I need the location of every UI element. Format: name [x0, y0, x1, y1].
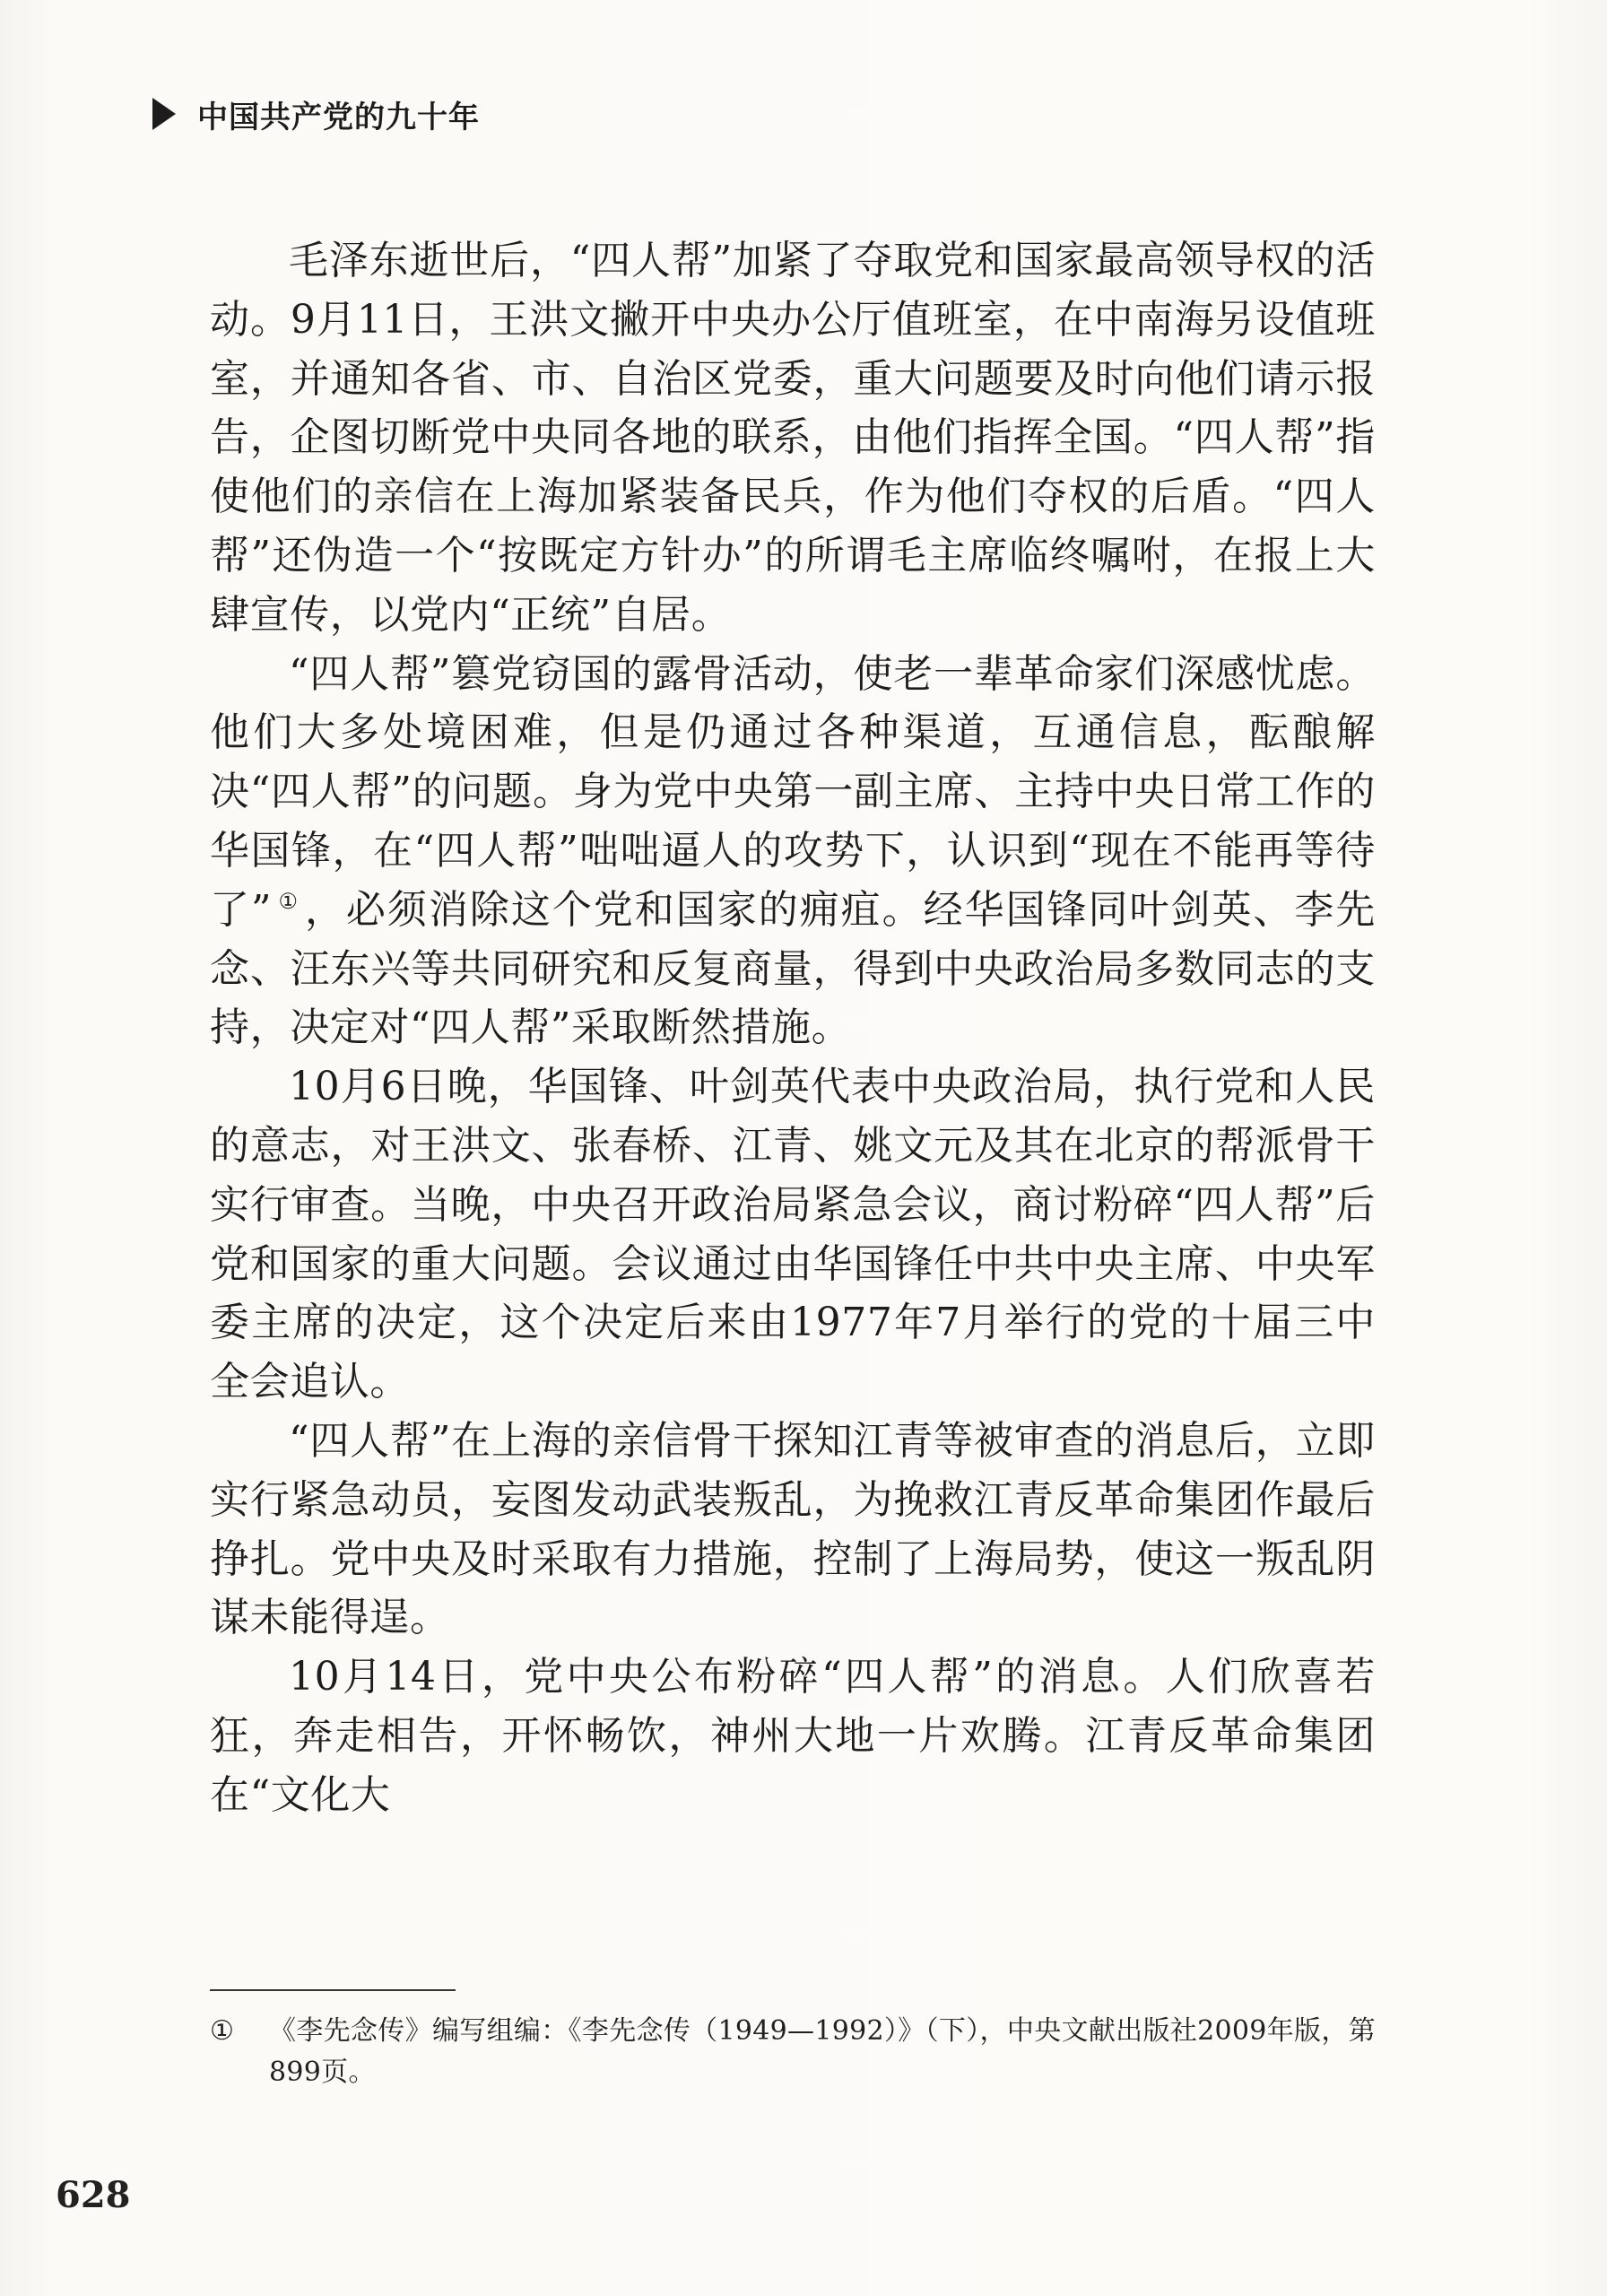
footnote-marker: ① — [210, 2015, 234, 2047]
header-title: 中国共产党的九十年 — [197, 99, 480, 135]
page-number: 628 — [56, 2174, 131, 2216]
running-header — [151, 91, 480, 136]
paragraph-2-part-2: ，必须消除这个党和国家的痈疽。经华国锋同叶剑英、李先念、汪东兴等共同研究和反复商量，得到中央政治局多数同志的支持，决定对“四人帮”采取断然措施。 — [210, 886, 1376, 1051]
paragraph-4: “四人帮”在上海的亲信骨干探知江青等被审查的消息后，立即实行紧急动员，妄图发动武装叛乱，为挽救江青反革命集团作最后挣扎。党中央及时采取有力措施，控制了上海局势，使这一叛乱阴谋未能得逞。 — [210, 1417, 1376, 1641]
paragraph-2-part-1: “四人帮”篡党窃国的露骨活动，使老一辈革命家们深感忧虑。他们大多处境困难，但是仍通过各种渠道，互通信息，酝酿解决“四人帮”的问题。身为党中央第一副主席、主持中央日常工作的华国锋，在“四人帮”咄咄逼人的攻势下，认识到“现在不能再等待了” — [210, 650, 1376, 933]
footnote-reference[interactable]: ① — [277, 889, 300, 915]
footnote-divider — [210, 1989, 456, 1991]
paragraph-2 — [210, 645, 1376, 1058]
body-text — [210, 231, 1376, 1825]
footnote — [210, 2011, 1376, 2093]
footnote-text: 《李先念传》编写组编：《李先念传（1949—1992）》（下），中央文献出版社2009年版，第899页。 — [269, 2015, 1376, 2088]
paragraph-1: 毛泽东逝世后，“四人帮”加紧了夺取党和国家最高领导权的活动。9月11日，王洪文撇开中央办公厅值班室，在中南海另设值班室，并通知各省、市、自治区党委，重大问题要及时向他们请示报告，企图切断党中央同各地的联系，由他们指挥全国。“四人帮”指使他们的亲信在上海加紧装备民兵，作为他们夺权的后盾。“四人帮”还伪造一个“按既定方针办”的所谓毛主席临终嘱咐，在报上大肆宣传，以党内“正统”自居。 — [210, 238, 1376, 638]
paragraph-3: 10月6日晚，华国锋、叶剑英代表中央政治局，执行党和人民的意志，对王洪文、张春桥、江青、姚文元及其在北京的帮派骨干实行审查。当晚，中央召开政治局紧急会议，商讨粉碎“四人帮”后党和国家的重大问题。会议通过由华国锋任中共中央主席、中央军委主席的决定，这个决定后来由1977年7月举行的党的十届三中全会追认。 — [210, 1064, 1376, 1405]
play-triangle-icon — [151, 96, 178, 132]
paragraph-5: 10月14日，党中央公布粉碎“四人帮”的消息。人们欣喜若狂，奔走相告，开怀畅饮，神州大地一片欢腾。江青反革命集团在“文化大 — [210, 1654, 1376, 1818]
